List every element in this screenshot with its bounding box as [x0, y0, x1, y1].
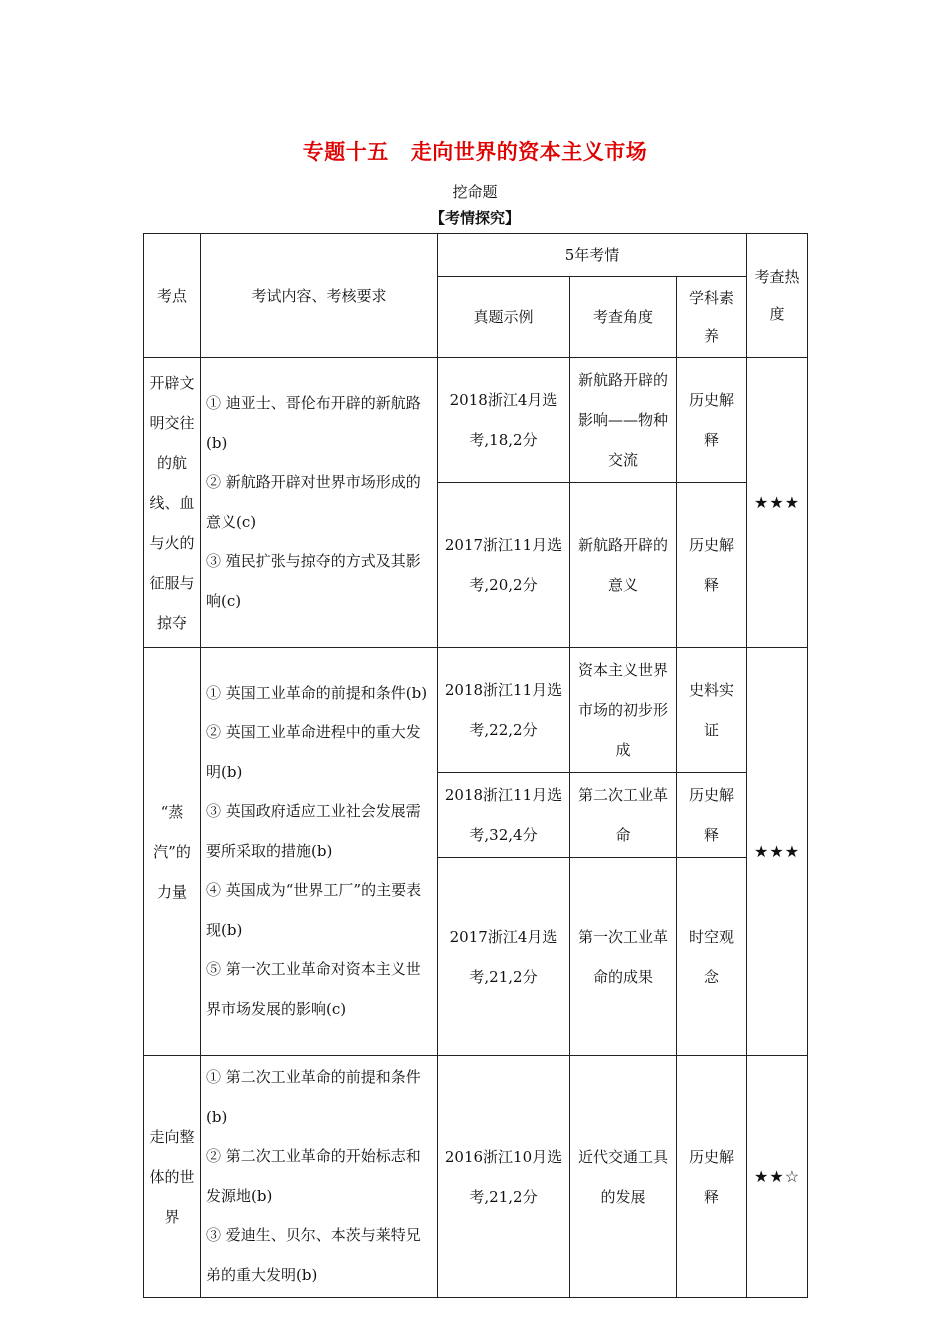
angle-cell: 新航路开辟的意义 — [570, 483, 677, 648]
example-cell: 2016浙江10月选考,21,2分 — [438, 1056, 570, 1298]
title-part2: 走向世界的资本主义市场 — [410, 140, 648, 164]
requirement-item: ② 新航路开辟对世界市场形成的意义(c) — [206, 473, 421, 531]
header-row-1 — [144, 234, 808, 277]
header-content: 考试内容、考核要求 — [201, 234, 438, 358]
table-row — [144, 648, 808, 773]
requirement-item: ① 第二次工业革命的前提和条件(b) — [206, 1068, 421, 1126]
exam-analysis-table — [143, 233, 808, 1298]
topic-cell: “蒸汽”的力量 — [144, 648, 201, 1056]
angle-cell: 第一次工业革命的成果 — [570, 858, 677, 1056]
subtitle: 挖命题 — [452, 183, 498, 201]
topic-cell: 开辟文明交往的航线、血与火的征服与掠夺 — [144, 358, 201, 648]
header-literacy: 学科素养 — [677, 277, 747, 358]
requirement-item: ② 英国工业革命进程中的重大发明(b) — [206, 723, 421, 781]
requirement-item: ② 第二次工业革命的开始标志和发源地(b) — [206, 1147, 421, 1205]
example-cell: 2018浙江4月选考,18,2分 — [438, 358, 570, 483]
angle-cell: 第二次工业革命 — [570, 773, 677, 858]
angle-cell: 新航路开辟的影响——物种交流 — [570, 358, 677, 483]
heat-rating: ★★☆ — [747, 1056, 808, 1298]
header-angle: 考查角度 — [570, 277, 677, 358]
example-cell: 2018浙江11月选考,22,2分 — [438, 648, 570, 773]
document-title — [0, 136, 950, 166]
example-cell: 2018浙江11月选考,32,4分 — [438, 773, 570, 858]
table-row — [144, 358, 808, 483]
literacy-cell: 史料实证 — [677, 648, 747, 773]
literacy-cell: 历史解释 — [677, 773, 747, 858]
requirement-item: ① 英国工业革命的前提和条件(b) — [206, 683, 428, 702]
literacy-cell: 历史解释 — [677, 483, 747, 648]
requirement-item: ⑤ 第一次工业革命对资本主义世界市场发展的影响(c) — [206, 960, 421, 1018]
requirement-item: ③ 殖民扩张与掠夺的方式及其影响(c) — [206, 552, 421, 610]
heat-rating: ★★★ — [747, 358, 808, 648]
literacy-cell: 历史解释 — [677, 358, 747, 483]
example-cell: 2017浙江4月选考,21,2分 — [438, 858, 570, 1056]
requirements-cell — [201, 648, 438, 1056]
section-heading: 【考情探究】 — [429, 209, 520, 227]
literacy-cell: 时空观念 — [677, 858, 747, 1056]
example-cell: 2017浙江11月选考,20,2分 — [438, 483, 570, 648]
literacy-cell: 历史解释 — [677, 1056, 747, 1298]
requirement-item: ① 迪亚士、哥伦布开辟的新航路(b) — [206, 394, 421, 452]
heat-rating: ★★★ — [747, 648, 808, 1056]
requirements-cell — [201, 1056, 438, 1298]
table-row — [144, 1056, 808, 1298]
title-part1: 专题十五 — [302, 140, 389, 164]
requirement-item: ④ 英国成为“世界工厂”的主要表现(b) — [206, 881, 422, 939]
requirements-cell — [201, 358, 438, 648]
topic-cell: 走向整体的世界 — [144, 1056, 201, 1298]
header-topic: 考点 — [144, 234, 201, 358]
requirement-item: ③ 爱迪生、贝尔、本茨与莱特兄弟的重大发明(b) — [206, 1226, 421, 1284]
header-five-year: 5年考情 — [438, 234, 747, 277]
angle-cell: 资本主义世界市场的初步形成 — [570, 648, 677, 773]
header-heat: 考查热度 — [747, 234, 808, 358]
requirement-item: ③ 英国政府适应工业社会发展需要所采取的措施(b) — [206, 802, 421, 860]
header-example: 真题示例 — [438, 277, 570, 358]
angle-cell: 近代交通工具的发展 — [570, 1056, 677, 1298]
